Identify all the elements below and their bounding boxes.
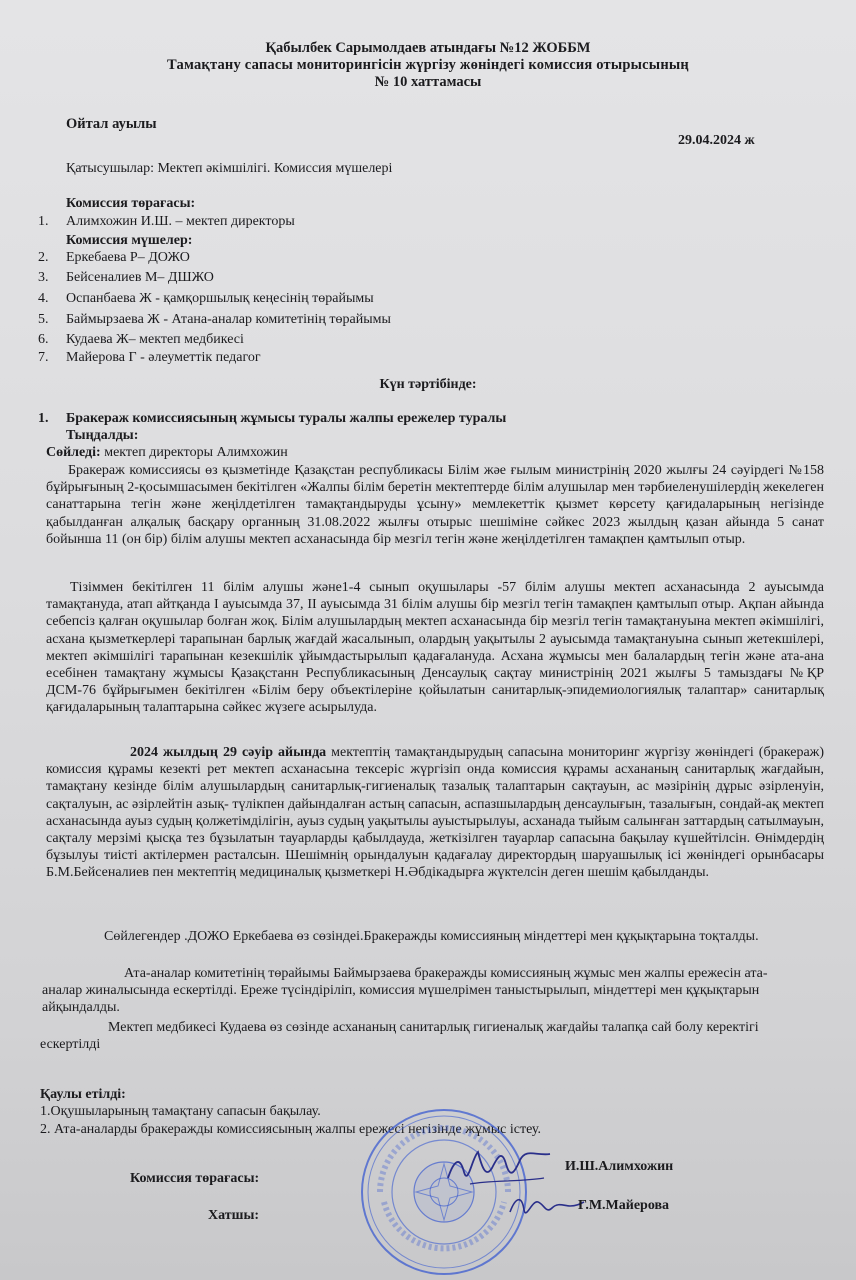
- list-text: Бейсеналиев М– ДШЖО: [66, 270, 214, 285]
- paragraph-date: 2024 жылдың 29 сәуір айында: [130, 745, 327, 760]
- list-number: 7.: [38, 350, 49, 365]
- list-number: 2.: [38, 250, 49, 265]
- list-number: 3.: [38, 270, 49, 285]
- decisions-heading: Қаулы етілді:: [40, 1087, 126, 1102]
- paragraph: Сөйлегендер .ДОЖО Еркебаева өз сөзіндеі.Бракеражды комиссияның міндеттері мен құқықтарына тоқталды.: [104, 929, 759, 944]
- member-item: [38, 250, 190, 266]
- list-text: Кудаева Ж– мектеп медбикесі: [66, 332, 244, 347]
- list-text: Бракераж комиссиясының жұмысы туралы жалпы ережелер туралы: [66, 411, 507, 426]
- spoke-label: Сөйледі:: [46, 445, 101, 460]
- secretary-name: Г.М.Майерова: [578, 1198, 670, 1213]
- paragraph: Тізіммен бекітілген 11 білім алушы және1-4 сынып оқушылары -57 білім алушы мектеп асханасында 2 ауысымда тамақтануда, атап айтқанда І ауысымда 37, ІІ ауысымда 31 білім алушы бір мезгіл тегін тамақпен қамтылып отыр. Ақпан айында себепсіз қалған оқушылар болған жоқ. Білім алушылардың мектеп асханасында бір мезгіл тегін тамақтануына мектеп әкімшілігі, асхана қызметкерлері тарапынан барлық жағдай жасалынып, олардың уақытылы 2 ауысымда тамақтануына сынып жетекшілері, мектеп әкімшілігі тарапынан кезекшілік ұйымдастырылып қадағалануда. Асхана жұмысы мен балалардың тегін және ата-ана есебінен тамақтану жұмысы Қазақстанн Республикасының Денсаулық сақтау министрінің 2021 жылғы 5 тамыздағы №ҚР ДСМ-76 бұйрығымен бекітілген «Білім беру объектілеріне қойылатын санитарлық-эпидемиологиялық талаптар» санитарлық қағидаларының талаптарына сәйкес жүзеге асырылуда.: [46, 580, 824, 716]
- secretary-signature-label: Хатшы:: [208, 1208, 260, 1223]
- list-text: Алимхожин И.Ш. – мектеп директоры: [66, 214, 295, 229]
- participants-line: Қатысушылар: Мектеп әкімшілігі. Комиссия мүшелері: [66, 161, 393, 176]
- chair-name: И.Ш.Алимхожин: [565, 1159, 674, 1174]
- paragraph-text: мектептің тамақтандырудың сапасына мониторинг жүргізу жөніндегі (бракераж) комиссия құрамы кезекті рет мектеп асханасына тексеріс жүргізіп онда комиссия құрамы асхананың санитарлық жағдайын, тамақтану кезінде білім алушылардың санитарлық-гигиеналық тазалық талаптарын сақтауын, ас мәзірінің дұрыс әзірленуін, сақталуын, ас әзірлейтін азық- түлікпен дайындалған астың сапасын, аспазшылардың денсаулығын, тазалығын, сондай-ақ мектеп асханасында ауыз судың қолжетімділігін, ауыз судың уақытылы ауыстырылуы, асханада тыйым салынған заттардың сатылмауын, сақталу мерзімі қысқа тез бұзылатын тауарларды қабылдауда, жеткізілген тауарлар сапасына бақылау күшейтілсін. Өнімдердің бұзылуы тиісті актілермен расталсын. Шешімнің орындалуын қадағалау директордың шаруашылық ісі жөніндегі орынбасары Б.М.Бейсеналиев пен мектептің медициналық қызметкері Н.Әбдікадырға жүктелсін деген шешім қабылданды.: [46, 745, 825, 881]
- chair-heading: Комиссия төрағасы:: [66, 196, 196, 211]
- paragraph: Бракераж комиссиясы өз қызметінде Қазақстан республикасы Білім жәе ғылым министрінің 2020 жылғы 24 сәуірдегі №158 бұйрығының 2-қосымшасымен бекітілген «Жалпы білім беретін мектептерде білім алушылар мен тәрбиеленушілердің жекелеген санаттарына тегін және жеңілдетілген тамақтандыруды ұсыну» мемлекеттік қызмет көрсету қағидаларының негізінде қабылданған алқалық басқару органның 31.08.2022 жылғы отырыс шешіміне сәйкес 2023 жылдың қазан айында 5 санат бойынша 11 (он бір) білім алушы мектеп асханасында бір мезгіл тегін және жеңілдетілген тамақпен қамтылып отыр.: [46, 463, 824, 547]
- school-name: Қабылбек Сарымолдаев атындағы №12 ЖОББМ: [265, 40, 591, 56]
- agenda-heading: Күн тәртібінде:: [379, 377, 477, 392]
- chair-signature-label: Комиссия төрағасы:: [130, 1171, 260, 1186]
- member-item: [38, 270, 214, 286]
- paragraph: [46, 744, 824, 882]
- member-item: [38, 291, 374, 307]
- list-text: Майерова Г - әлеуметтік педагог: [66, 350, 261, 365]
- heard-heading: Тыңдалды:: [66, 428, 139, 443]
- list-number: 1.: [38, 411, 49, 426]
- protocol-number: № 10 хаттамасы: [374, 74, 482, 90]
- decision-item: 1.Оқушыларының тамақтану сапасын бақылау.: [40, 1104, 321, 1119]
- decision-item: 2. Ата-аналарды бракеражды комиссиясының жалпы ережесі негізінде жұмыс істеу.: [40, 1122, 542, 1137]
- protocol-title: Тамақтану сапасы мониторингісін жүргізу жөніндегі комиссия отырысының: [167, 57, 689, 73]
- list-number: 4.: [38, 291, 49, 306]
- list-number: 5.: [38, 312, 49, 327]
- spoke-text: мектеп директоры Алимхожин: [100, 445, 288, 460]
- members-heading: Комиссия мүшелер:: [66, 233, 193, 248]
- member-item: [38, 312, 391, 328]
- place-name: Ойтал ауылы: [66, 116, 157, 132]
- chair-item: [38, 214, 295, 230]
- list-text: Еркебаева Р– ДОЖО: [66, 250, 190, 265]
- list-number: 6.: [38, 332, 49, 347]
- member-item: [38, 350, 261, 366]
- member-item: [38, 332, 244, 348]
- list-number: 1.: [38, 214, 49, 229]
- paragraph: Ата-аналар комитетінің төрайымы Баймырзаева бракеражды комиссияның жұмыс мен жалпы ережесін ата-аналар жиналысында ескертілді. Ереже түсіндіріліп, комиссия мүшелрімен таныстырылып, міндеттері мен құқықтарын айқындалды.: [42, 966, 768, 1016]
- spoke-line: [46, 444, 288, 461]
- list-text: Оспанбаева Ж - қамқоршылық кеңесінің төрайымы: [66, 291, 374, 306]
- protocol-date: 29.04.2024 ж: [678, 133, 755, 148]
- paragraph: Мектеп медбикесі Кудаева өз сөзінде асхананың санитарлық гигиеналық жағдайы талапқа сай болу керектігі ескертілді: [40, 1020, 759, 1053]
- secretary-signature: [506, 1186, 586, 1226]
- list-text: Баймырзаева Ж - Атана-аналар комитетінің төрайымы: [66, 312, 391, 327]
- agenda-item: [38, 411, 506, 427]
